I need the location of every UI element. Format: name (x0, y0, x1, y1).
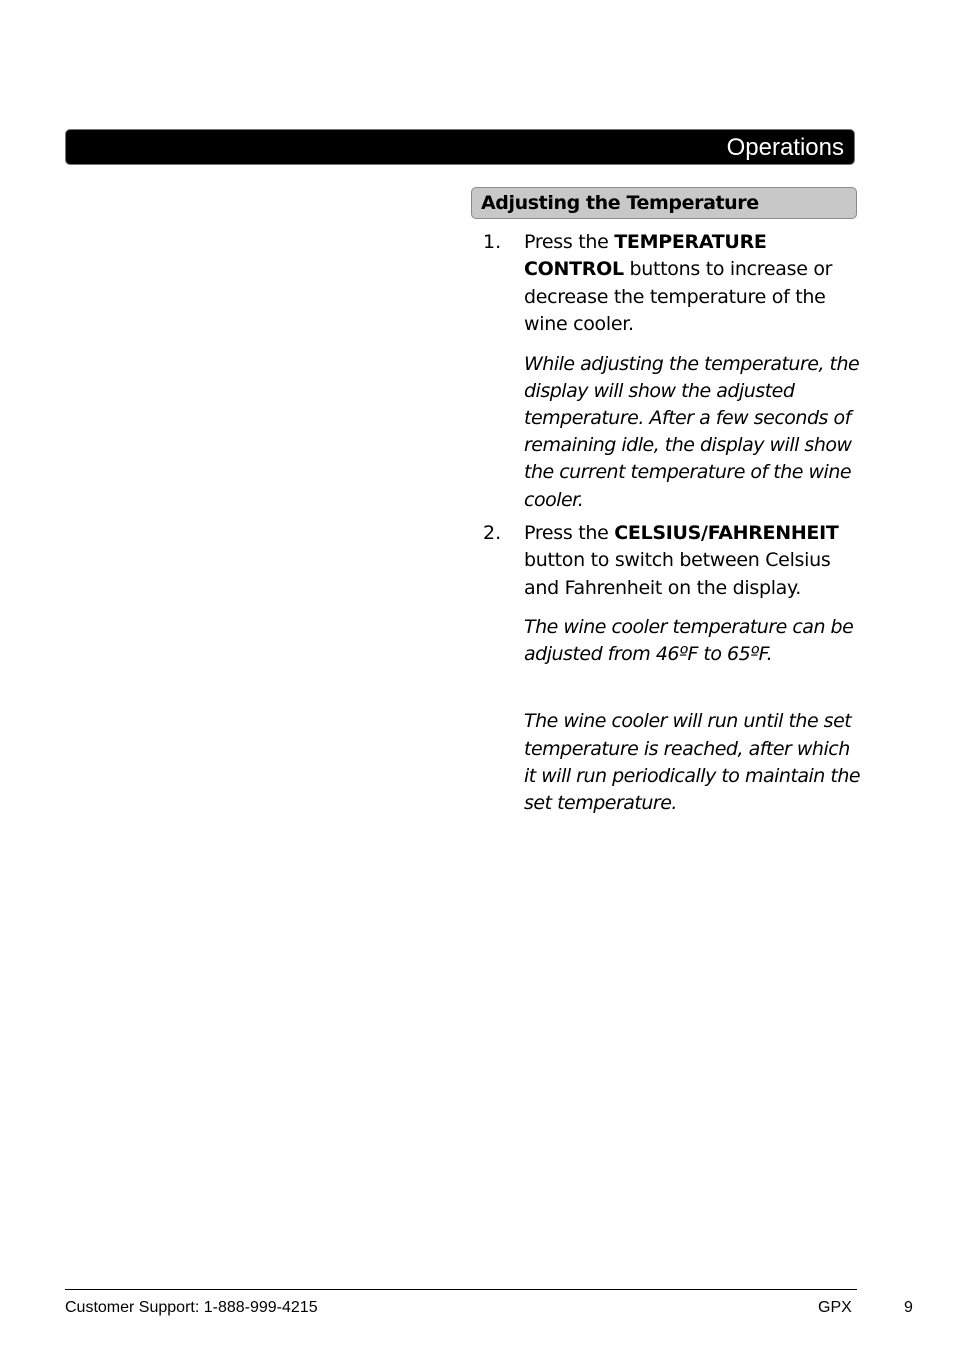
instruction-step-1 (481, 229, 861, 514)
instruction-step-2 (481, 520, 861, 817)
step-keyword: CELSIUS/FAHRENHEIT (614, 521, 839, 544)
instruction-list (481, 229, 861, 817)
page-number: 9 (904, 1299, 913, 1316)
step-text: Press the TEMPERATURE CONTROL buttons to increase or decrease the temperature of the wine cooler. (524, 231, 833, 336)
section-title: Operations (726, 134, 844, 161)
step-note: While adjusting the temperature, the display will show the adjusted temperature. After a few seconds of remaining idle, the display will show the current temperature of the wine cooler. (524, 352, 860, 511)
step-text: Press the CELSIUS/FAHRENHEIT button to switch between Celsius and Fahrenheit on the display. (524, 521, 839, 599)
footer-brand: GPX (818, 1299, 852, 1316)
step-number: 2. (483, 521, 502, 544)
footer-divider (65, 1289, 857, 1290)
step-note: The wine cooler will run until the set temperature is reached, after which it will run periodically to maintain the set temperature. (524, 710, 861, 815)
subsection-title: Adjusting the Temperature (481, 192, 759, 214)
subsection-header (471, 187, 857, 219)
step-number: 1. (483, 231, 502, 253)
section-header-bar (65, 129, 855, 165)
footer-support: Customer Support: 1-888-999-4215 (65, 1299, 318, 1316)
step-note: The wine cooler temperature can be adjusted from 46ºF to 65ºF. (524, 616, 854, 666)
step-keyword: TEMPERATURE CONTROL (524, 231, 767, 281)
